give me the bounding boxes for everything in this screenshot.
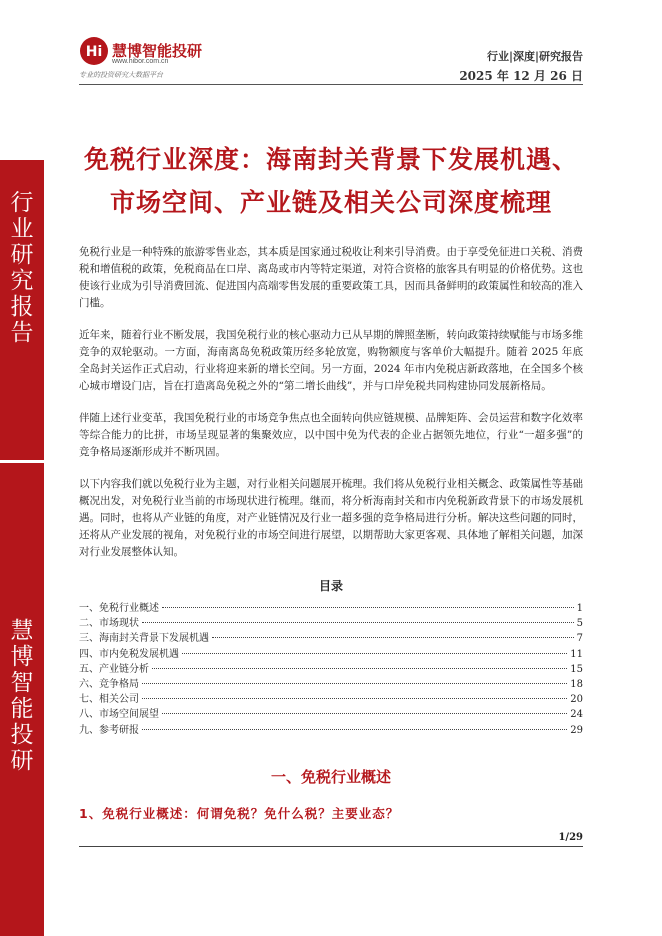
header-meta (459, 48, 583, 84)
toc-entry-page: 5 (576, 618, 583, 630)
side-bottom-char: 投 (10, 722, 34, 748)
toc-entry[interactable] (79, 690, 583, 705)
toc-entry-label: 六、竞争格局 (79, 678, 139, 690)
toc-leader-dots (142, 683, 567, 684)
toc-leader-dots (152, 668, 567, 669)
side-top-char: 业 (10, 216, 34, 242)
toc-leader-dots (212, 637, 574, 638)
toc-entry-label: 九、参考研报 (79, 724, 139, 736)
logo-name: 慧博智能投研 (112, 42, 203, 60)
toc-entry-label: 七、相关公司 (79, 694, 139, 706)
toc-entry[interactable] (79, 645, 583, 660)
side-bottom-char: 智 (10, 670, 34, 696)
toc-entry-page: 29 (570, 724, 583, 736)
toc-leader-dots (162, 713, 567, 714)
paragraph: 伴随上述行业变革，我国免税行业的市场竞争焦点也全面转向供应链规模、品牌矩阵、会员运营和数字化效率等综合能力的比拼，市场呈现显著的集聚效应，以中国中免为代表的企业占据领先地位，行业“一超多强”的竞争格局逐渐形成并不断巩固。 (79, 412, 583, 458)
side-divider (0, 460, 44, 463)
report-title-line-1: 免税行业深度：海南封关背景下发展机遇、 (83, 145, 578, 174)
report-title (60, 138, 602, 224)
toc-entry-page: 1 (576, 603, 583, 614)
toc-title: 目录 (318, 579, 343, 593)
toc-leader-dots (142, 622, 574, 623)
side-label-report-type (0, 190, 44, 346)
toc-entry-page: 18 (570, 678, 583, 690)
toc-entry-label: 四、市内免税发展机遇 (79, 648, 179, 660)
logo-url: www.hibor.com.cn (112, 58, 169, 65)
footer-divider (79, 846, 583, 847)
toc-leader-dots (182, 653, 567, 654)
toc-entry[interactable] (79, 629, 583, 644)
page-number: 1/29 (558, 832, 583, 843)
table-of-contents (79, 599, 583, 736)
paragraph: 免税行业是一种特殊的旅游零售业态，其本质是国家通过税收让利来引导消费。由于享受免征进口关税、消费税和增值税的政策，免税商品在口岸、离岛或市内等特定渠道，对符合资格的旅客具有明显的价格优势。这也使该行业成为引导消费回流、促进国内高端零售发展的重要政策工具，因而具备鲜明的政策属性和较高的准入门槛。 (79, 246, 583, 309)
side-top-char: 研 (10, 242, 34, 268)
toc-entry-page: 7 (576, 633, 583, 645)
toc-entry-page: 15 (570, 663, 583, 675)
toc-entry[interactable] (79, 721, 583, 736)
side-top-char: 究 (10, 268, 34, 294)
toc-leader-dots (142, 698, 567, 699)
toc-entry[interactable] (79, 660, 583, 675)
report-date: 2025 年 12 月 26 日 (459, 69, 583, 83)
svg-text:Hi: Hi (85, 44, 103, 60)
toc-entry[interactable] (79, 599, 583, 614)
toc-entry-label: 二、市场现状 (79, 618, 139, 630)
side-bottom-char: 慧 (10, 618, 34, 644)
toc-entry-label: 五、产业链分析 (79, 663, 149, 675)
toc-entry-page: 24 (570, 709, 583, 721)
side-band (0, 160, 44, 936)
header-divider (79, 84, 583, 85)
hibor-logo-icon (79, 36, 109, 66)
paragraph: 以下内容我们就以免税行业为主题，对行业相关问题展开梳理。我们将从免税行业相关概念、政策属性等基础概况出发，对免税行业当前的市场现状进行梳理。继而，将分析海南封关和市内免税新政背景下的市场发展机遇。同时，也将从产业链的角度，对产业链情况及行业一超多强的竞争格局进行分析。解决这些问题的同时，还将从产业发展的视角，对免税行业的市场空间进行展望，以期帮助大家更客观、具体地了解相关问题，加深对行业发展整体认知。 (79, 478, 583, 558)
report-title-line-2: 市场空间、产业链及相关公司深度梳理 (109, 188, 552, 217)
side-bottom-char: 博 (10, 644, 34, 670)
toc-entry-label: 一、免税行业概述 (79, 603, 159, 614)
side-top-char: 行 (10, 190, 34, 216)
side-label-brand (0, 618, 44, 774)
toc-entry[interactable] (79, 705, 583, 720)
side-bottom-char: 研 (10, 748, 34, 774)
toc-entry-label: 三、海南封关背景下发展机遇 (79, 633, 209, 645)
toc-leader-dots (162, 607, 574, 608)
side-bottom-char: 能 (10, 696, 34, 722)
paragraph: 近年来，随着行业不断发展，我国免税行业的核心驱动力已从早期的牌照垄断，转向政策持续赋能与市场多维竞争的双轮驱动。一方面，海南离岛免税政策历经多轮放宽，购物额度与客单价大幅提升。随着 2025 年底全岛封关运作正式启动，行业将迎来新的增长空间。另一方面，2024 年市内免税店新政落地，在全国多个核心城市增设门店，旨在打造离岛免税之外的“第二增长曲线”，并与口岸免税共同构建协同发展新格局。 (79, 329, 583, 392)
report-body (79, 244, 583, 576)
logo-slogan: 专业的投资研究大数据平台 (79, 71, 163, 79)
side-top-char: 报 (10, 294, 34, 320)
section-heading: 一、免税行业概述 (270, 768, 391, 786)
toc-entry-page: 11 (570, 648, 583, 660)
toc-entry[interactable] (79, 675, 583, 690)
toc-entry[interactable] (79, 614, 583, 629)
toc-entry-page: 20 (570, 694, 583, 706)
subsection-heading: 1、免税行业概述：何谓免税？免什么税？主要业态？ (79, 806, 400, 821)
report-category: 行业|深度|研究报告 (486, 50, 583, 63)
toc-entry-label: 八、市场空间展望 (79, 709, 159, 721)
side-top-char: 告 (10, 320, 34, 346)
toc-leader-dots (142, 729, 567, 730)
